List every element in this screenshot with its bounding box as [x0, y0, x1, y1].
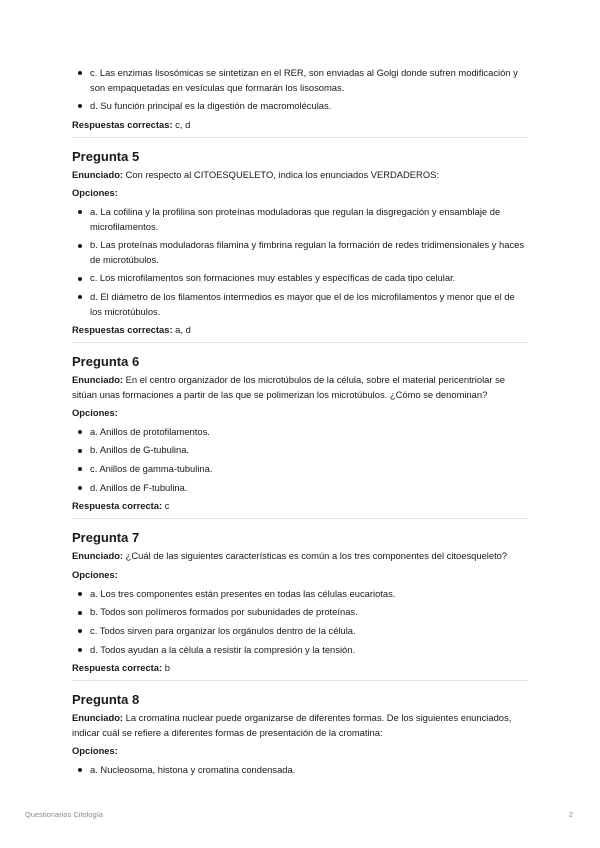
option-item: b. Las proteínas moduladoras filamina y fimbrina regulan la formación de redes tridimensionales y haces de microtúbulos.	[72, 238, 528, 267]
answer-label: Respuestas correctas:	[72, 118, 173, 130]
page-footer	[25, 810, 575, 819]
option-item: d. Anillos de F-tubulina.	[72, 481, 528, 496]
option-item: c. Las enzimas lisosómicas se sintetizan en el RER, son enviadas al Golgi donde sufren modificación y son empaquetadas en vesículas que formarán los lisosomas.	[72, 66, 528, 95]
statement-text: ¿Cuál de las siguientes características es común a los tres componentes del citoesqueleto?	[123, 550, 508, 562]
option-item: b. Anillos de G-tubulina.	[72, 443, 528, 458]
correct-answers	[72, 323, 528, 336]
options-label: Opciones:	[72, 406, 118, 418]
options-list	[72, 587, 528, 658]
divider	[72, 342, 528, 343]
option-item: c. Anillos de gamma-tubulina.	[72, 462, 528, 477]
answer-value: a, d	[172, 324, 191, 336]
statement-text: Con respecto al CITOESQUELETO, indica los enunciados VERDADEROS:	[123, 168, 439, 180]
question-statement	[72, 711, 528, 739]
option-item: a. Nucleosoma, histona y cromatina condensada.	[72, 763, 528, 778]
options-list	[72, 205, 528, 319]
question-title: Pregunta 5	[72, 148, 140, 164]
answer-label: Respuesta correcta:	[72, 662, 163, 674]
document-page	[72, 66, 528, 782]
divider	[72, 518, 528, 519]
options-label: Opciones:	[72, 744, 118, 756]
statement-label: Enunciado:	[72, 712, 124, 724]
options-list	[72, 66, 528, 114]
footer-doc-title: Questionarios Citología	[25, 810, 103, 819]
option-item: a. Los tres componentes están presentes en todas las células eucariotas.	[72, 587, 528, 602]
option-item: d. Su función principal es la digestión de macromoléculas.	[72, 99, 528, 114]
answer-value: c	[162, 500, 170, 512]
question-statement	[72, 549, 528, 563]
option-item: c. Los microfilamentos son formaciones muy estables y específicas de cada tipo celular.	[72, 271, 528, 286]
option-item: a. Anillos de protofilamentos.	[72, 425, 528, 440]
option-item: d. Todos ayudan a la célula a resistir la compresión y la tensión.	[72, 643, 528, 658]
statement-label: Enunciado:	[72, 550, 124, 562]
answer-label: Respuestas correctas:	[72, 324, 173, 336]
statement-label: Enunciado:	[72, 374, 124, 386]
options-label: Opciones:	[72, 568, 118, 580]
option-item: a. La cofilina y la profilina son proteínas moduladoras que regulan la disgregación y ensamblaje de microfilamentos.	[72, 205, 528, 234]
correct-answer	[72, 661, 528, 674]
question-title: Pregunta 8	[72, 692, 140, 708]
option-item: b. Todos son polímeros formados por subunidades de proteínas.	[72, 605, 528, 620]
correct-answers	[72, 118, 528, 131]
statement-text: En el centro organizador de los microtúbulos de la célula, sobre el material pericentriolar se sitúan unas formaciones a partir de las que se polimerizan los microtúbulos. ¿Cómo se denominan?	[72, 374, 506, 400]
answer-label: Respuesta correcta:	[72, 500, 163, 512]
option-item: d. El diámetro de los filamentos intermedios es mayor que el de los microfilamentos y menor que el de los microtúbulos.	[72, 290, 528, 319]
question-statement	[72, 373, 528, 401]
question-title: Pregunta 6	[72, 354, 140, 370]
options-list	[72, 425, 528, 496]
question-title: Pregunta 7	[72, 530, 140, 546]
options-label: Opciones:	[72, 187, 118, 199]
option-item: c. Todos sirven para organizar los orgánulos dentro de la célula.	[72, 624, 528, 639]
correct-answer	[72, 499, 528, 512]
answer-value: c, d	[172, 118, 191, 130]
statement-text: La cromatina nuclear puede organizarse de diferentes formas. De los siguientes enunciados, indicar cuál se refiere a diferentes formas de presentación de la cromatina:	[72, 712, 512, 738]
statement-label: Enunciado:	[72, 168, 124, 180]
divider	[72, 680, 528, 681]
question-statement	[72, 168, 528, 182]
divider	[72, 137, 528, 138]
options-list	[72, 763, 528, 778]
page-number: 2	[568, 810, 573, 819]
answer-value: b	[162, 662, 170, 674]
